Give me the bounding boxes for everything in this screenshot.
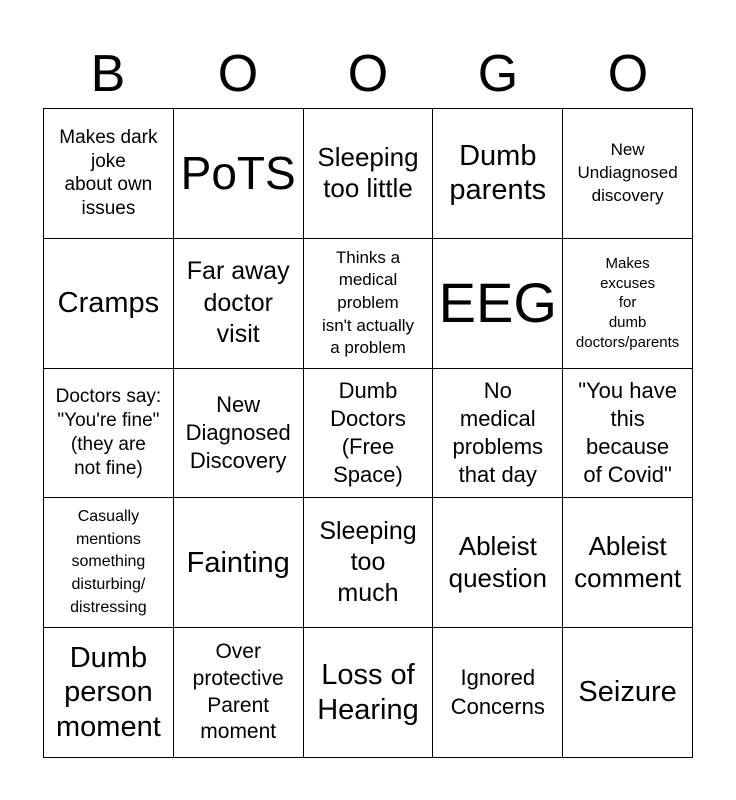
bingo-cell-r2c2[interactable]: Far away doctor visit: [174, 239, 304, 369]
bingo-cell-r2c3[interactable]: Thinks a medical problem isn't actually a problem: [304, 239, 434, 369]
header-letter-o-1: O: [217, 45, 259, 103]
bingo-cell-r4c5[interactable]: Ableist comment: [563, 498, 693, 628]
bingo-cell-r4c1[interactable]: Casually mentions something disturbing/ distressing: [44, 498, 174, 628]
bingo-cell-r3c5[interactable]: "You have this because of Covid": [563, 369, 693, 499]
bingo-cell-r1c5[interactable]: New Undiagnosed discovery: [563, 109, 693, 239]
bingo-cell-r5c1[interactable]: Dumb person moment: [44, 628, 174, 758]
header-letter-g: G: [477, 45, 519, 103]
bingo-cell-r1c4[interactable]: Dumb parents: [433, 109, 563, 239]
bingo-header: [43, 40, 693, 108]
bingo-cell-r2c4[interactable]: EEG: [433, 239, 563, 369]
bingo-cell-r2c5[interactable]: Makes excuses for dumb doctors/parents: [563, 239, 693, 369]
bingo-cell-r5c3[interactable]: Loss of Hearing: [304, 628, 434, 758]
bingo-cell-r3c2[interactable]: New Diagnosed Discovery: [174, 369, 304, 499]
header-letter-o-3: O: [607, 45, 649, 103]
bingo-board: [43, 108, 693, 758]
bingo-cell-r4c2[interactable]: Fainting: [174, 498, 304, 628]
bingo-cell-r3c3[interactable]: Dumb Doctors (Free Space): [304, 369, 434, 499]
header-letter-o-2: O: [347, 45, 389, 103]
bingo-cell-r1c3[interactable]: Sleeping too little: [304, 109, 434, 239]
bingo-cell-r4c3[interactable]: Sleeping too much: [304, 498, 434, 628]
header-letter-b: B: [90, 45, 126, 103]
bingo-cell-r2c1[interactable]: Cramps: [44, 239, 174, 369]
bingo-cell-r3c1[interactable]: Doctors say: "You're fine" (they are not fine): [44, 369, 174, 499]
bingo-cell-r3c4[interactable]: No medical problems that day: [433, 369, 563, 499]
bingo-cell-r4c4[interactable]: Ableist question: [433, 498, 563, 628]
bingo-cell-r5c2[interactable]: Over protective Parent moment: [174, 628, 304, 758]
bingo-cell-r5c4[interactable]: Ignored Concerns: [433, 628, 563, 758]
bingo-cell-r1c1[interactable]: Makes dark joke about own issues: [44, 109, 174, 239]
bingo-cell-r5c5[interactable]: Seizure: [563, 628, 693, 758]
bingo-cell-r1c2[interactable]: PoTS: [174, 109, 304, 239]
